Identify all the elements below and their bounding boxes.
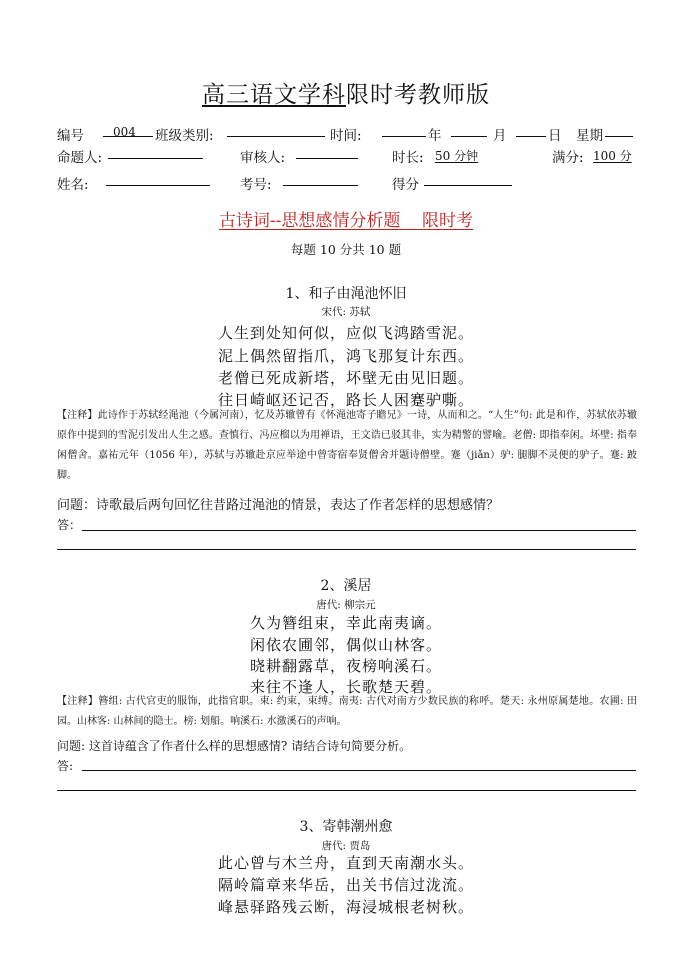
exam-no-field[interactable] bbox=[283, 172, 358, 186]
score-label: 得分 bbox=[392, 177, 419, 193]
poem-3-title: 3、寄韩潮州愈 bbox=[299, 819, 393, 835]
poem-1-line-1: 人生到处知何似，应似飞鸿踏雪泥。 bbox=[217, 324, 474, 342]
fullscore-label: 满分: bbox=[552, 150, 584, 166]
name-field[interactable] bbox=[106, 172, 210, 186]
reviewer-label: 审核人: bbox=[240, 150, 286, 166]
poem-1-line-2: 泥上偶然留指爪，鸿飞那复计东西。 bbox=[217, 347, 474, 365]
poem-2-answer-label: 答: bbox=[57, 759, 74, 773]
poem-1-title: 1、和子由渑池怀旧 bbox=[285, 286, 407, 302]
number-value: 004 bbox=[113, 125, 136, 139]
page-title bbox=[0, 76, 692, 109]
score-field[interactable] bbox=[424, 172, 512, 186]
section-title: 古诗词--思想感情分析题 限时考 bbox=[218, 211, 474, 231]
poem-1-question: 问题：诗歌最后两句回忆往昔路过渑池的情景，表达了作者怎样的思想感情？ bbox=[57, 498, 500, 513]
poem-1-answer-label: 答： bbox=[57, 518, 82, 532]
poem-1-author: 宋代: 苏轼 bbox=[321, 306, 371, 318]
year-label: 年 bbox=[428, 128, 442, 144]
month-label: 月 bbox=[493, 128, 507, 144]
poem-2-answer-line-1[interactable] bbox=[82, 770, 636, 771]
exam-no-label: 考号: bbox=[240, 177, 272, 193]
duration-value: 50 分钟 bbox=[435, 149, 479, 163]
poem-1-note: 【注释】此诗作于苏轼经渑池（今属河南），忆及苏辙曾有《怀渑池寄子瞻兄》一诗，从而和之。“人生”句: 此是和作，苏轼依苏辙原作中提到的雪泥引发出人生之感。查慎行、冯应榴以为用禅语，王文诰已驳其非，实为精警的譬喻。老僧: 即指奉闲。坏壁: 指奉闲僧舍。嘉祐元年（1056 年），苏轼与苏辙赴京应举途中曾寄宿奉贤僧舍并题诗僧壁。蹇（jiǎn）驴: 腿脚不灵便的驴子。蹇: 跛脚。 bbox=[57, 410, 637, 481]
poem-2-line-2: 闲依农圃邻，偶似山林客。 bbox=[249, 636, 442, 654]
duration-label: 时长: bbox=[392, 150, 424, 166]
poem-1-answer-line-1[interactable] bbox=[82, 530, 636, 531]
poem-3-line-3: 峰悬驿路残云断，海浸城根老树秋。 bbox=[217, 898, 474, 916]
fullscore-value: 100 分 bbox=[593, 149, 632, 163]
poem-2-title: 2、溪居 bbox=[320, 578, 372, 594]
poem-2-line-3: 晓耕翻露草，夜榜响溪石。 bbox=[249, 657, 442, 675]
poem-2-answer-line-2[interactable] bbox=[57, 790, 636, 791]
day-field[interactable] bbox=[516, 123, 546, 137]
poem-2-author: 唐代: 柳宗元 bbox=[316, 599, 376, 611]
year-field[interactable] bbox=[382, 123, 426, 137]
author-field[interactable] bbox=[108, 145, 203, 159]
poem-3-author: 唐代: 贾岛 bbox=[321, 840, 371, 852]
author-label: 命题人: bbox=[57, 150, 103, 166]
weekday-field[interactable] bbox=[605, 123, 633, 137]
poem-3-line-2: 隔岭篇章来华岳，出关书信过泷流。 bbox=[217, 876, 474, 894]
class-field[interactable] bbox=[227, 123, 325, 137]
name-label: 姓名: bbox=[57, 177, 89, 193]
poem-2-question: 问题: 这首诗蕴含了作者什么样的思想感情? 请结合诗句简要分析。 bbox=[57, 739, 412, 753]
poem-2-note: 【注释】簪组: 古代官吏的服饰，此指官职。束: 约束，束缚。南夷: 古代对南方少数民族的称呼。楚天: 永州原属楚地。农圃: 田园。山林客: 山林间的隐士。榜: 划船。响溪石: 水激溪石的声响。 bbox=[57, 696, 637, 727]
poem-1-line-3: 老僧已死成新塔，坏壁无由见旧题。 bbox=[217, 369, 474, 387]
weekday-label: 星期 bbox=[576, 128, 603, 144]
poem-1-line-4: 往日崎岖还记否，路长人困蹇驴嘶。 bbox=[217, 391, 474, 409]
month-field[interactable] bbox=[451, 123, 487, 137]
class-label: 班级类别: bbox=[155, 128, 214, 144]
poem-1-answer-line-2[interactable] bbox=[57, 549, 636, 550]
poem-2-line-4: 来往不逢人，长歌楚天碧。 bbox=[249, 678, 442, 696]
number-label: 编号 bbox=[57, 128, 84, 144]
day-label: 日 bbox=[548, 128, 562, 144]
title-rest: 限时考教师版 bbox=[346, 82, 490, 108]
reviewer-field[interactable] bbox=[296, 145, 358, 159]
time-label: 时间: bbox=[330, 128, 362, 144]
poem-3-line-1: 此心曾与木兰舟，直到天南潮水头。 bbox=[217, 854, 474, 872]
title-underlined: 高三语文学科 bbox=[202, 82, 346, 108]
poem-2-line-1: 久为簪组束，幸此南夷谪。 bbox=[249, 614, 442, 632]
scoring-info: 每题 10 分共 10 题 bbox=[290, 242, 402, 257]
